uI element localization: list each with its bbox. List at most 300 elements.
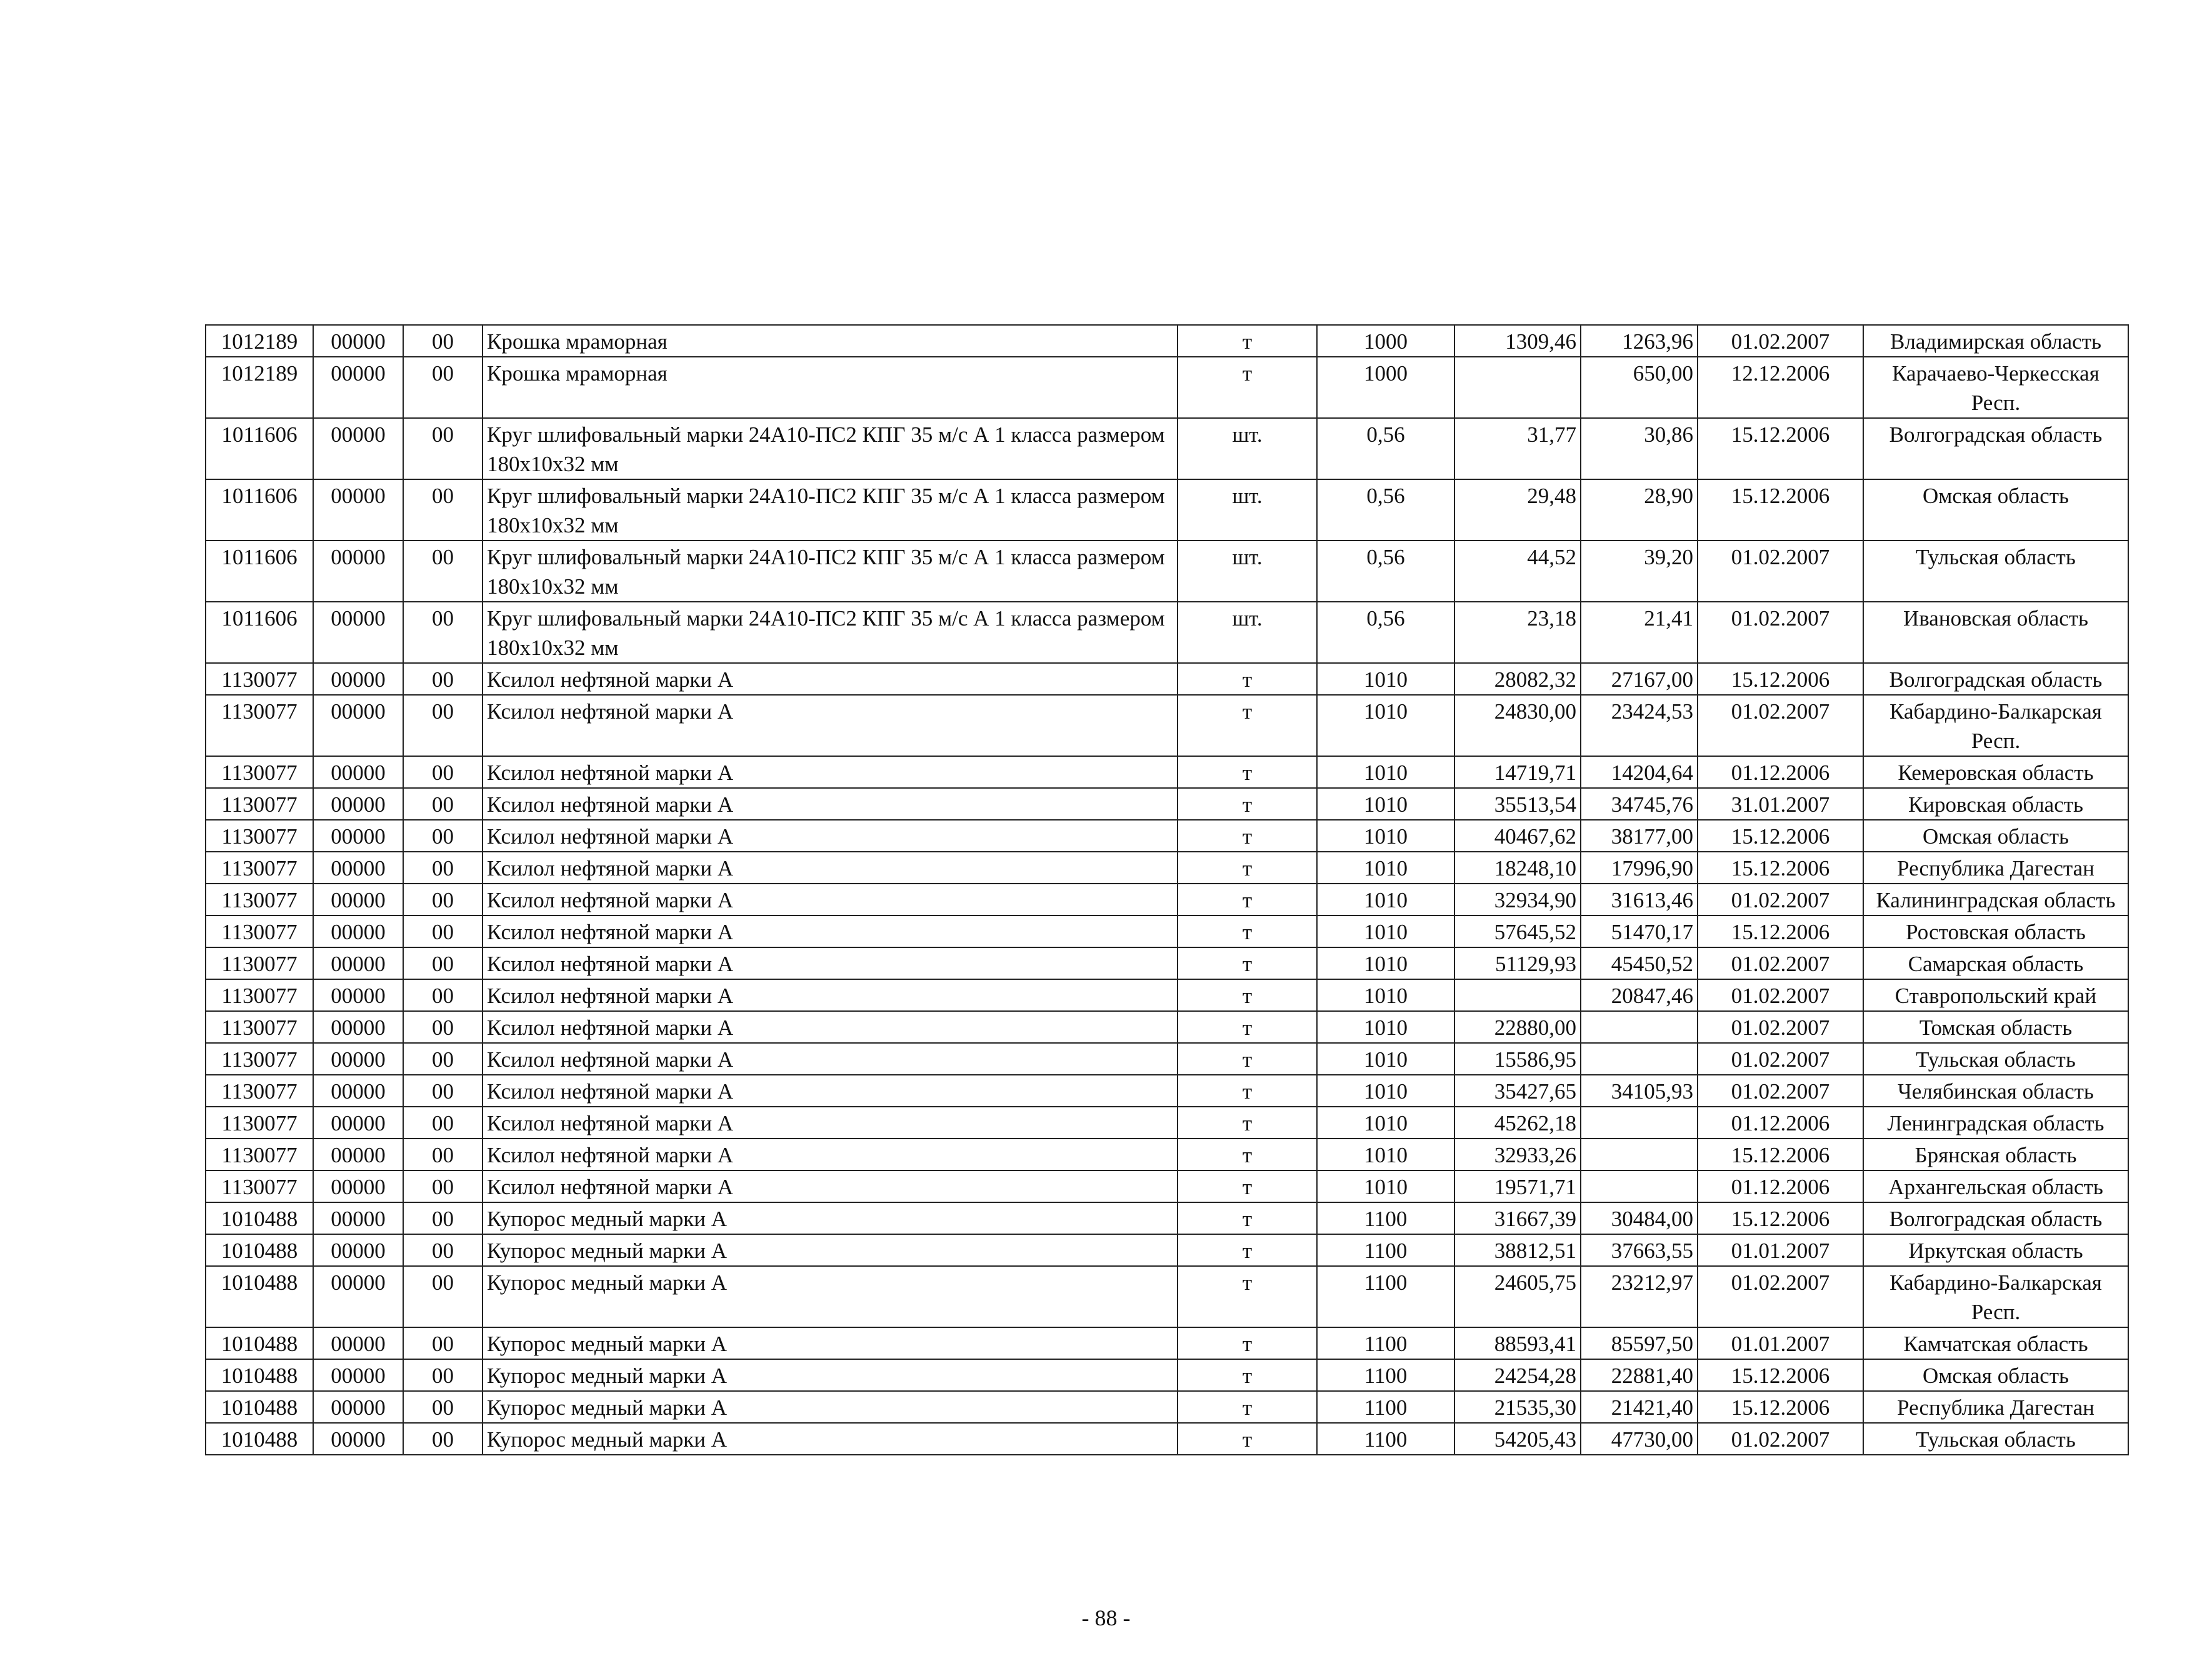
date-cell: 15.12.2006 bbox=[1698, 915, 1863, 947]
coefficient-cell: 0,56 bbox=[1317, 541, 1454, 602]
product-code-cell: 1010488 bbox=[206, 1359, 313, 1391]
unit-cell: т bbox=[1178, 788, 1317, 820]
product-name-cell: Круг шлифовальный марки 24А10-ПС2 КПГ 35 м/с А 1 класса размером 180х10х32 мм bbox=[483, 418, 1178, 479]
price-1-cell: 51129,93 bbox=[1454, 947, 1581, 979]
price-1-cell: 24830,00 bbox=[1454, 695, 1581, 756]
coefficient-cell: 1010 bbox=[1317, 852, 1454, 884]
price-2-cell bbox=[1581, 1139, 1698, 1170]
price-1-cell: 35513,54 bbox=[1454, 788, 1581, 820]
sub-code-cell: 00000 bbox=[313, 979, 403, 1011]
table-row bbox=[206, 1202, 2128, 1234]
sub-code-cell: 00000 bbox=[313, 418, 403, 479]
region-cell: Иркутская область bbox=[1863, 1234, 2128, 1266]
product-name-cell: Ксилол нефтяной марки А bbox=[483, 695, 1178, 756]
suffix-code-cell: 00 bbox=[403, 1391, 483, 1423]
price-2-cell: 85597,50 bbox=[1581, 1327, 1698, 1359]
product-name-cell: Ксилол нефтяной марки А bbox=[483, 947, 1178, 979]
product-code-cell: 1011606 bbox=[206, 418, 313, 479]
unit-cell: т bbox=[1178, 1359, 1317, 1391]
product-name-cell: Ксилол нефтяной марки А bbox=[483, 1170, 1178, 1202]
coefficient-cell: 1010 bbox=[1317, 1107, 1454, 1139]
suffix-code-cell: 00 bbox=[403, 479, 483, 541]
sub-code-cell: 00000 bbox=[313, 1234, 403, 1266]
price-1-cell: 31,77 bbox=[1454, 418, 1581, 479]
sub-code-cell: 00000 bbox=[313, 541, 403, 602]
product-name-cell: Купорос медный марки А bbox=[483, 1391, 1178, 1423]
unit-cell: т bbox=[1178, 1139, 1317, 1170]
coefficient-cell: 1000 bbox=[1317, 325, 1454, 357]
product-code-cell: 1010488 bbox=[206, 1391, 313, 1423]
table-row bbox=[206, 1423, 2128, 1455]
product-code-cell: 1130077 bbox=[206, 756, 313, 788]
sub-code-cell: 00000 bbox=[313, 602, 403, 663]
date-cell: 01.02.2007 bbox=[1698, 979, 1863, 1011]
product-code-cell: 1130077 bbox=[206, 852, 313, 884]
date-cell: 01.02.2007 bbox=[1698, 1075, 1863, 1107]
price-1-cell: 21535,30 bbox=[1454, 1391, 1581, 1423]
sub-code-cell: 00000 bbox=[313, 884, 403, 915]
table-row bbox=[206, 852, 2128, 884]
table-body bbox=[206, 325, 2128, 1455]
sub-code-cell: 00000 bbox=[313, 1139, 403, 1170]
sub-code-cell: 00000 bbox=[313, 852, 403, 884]
region-cell: Брянская область bbox=[1863, 1139, 2128, 1170]
coefficient-cell: 1010 bbox=[1317, 663, 1454, 695]
price-2-cell: 1263,96 bbox=[1581, 325, 1698, 357]
date-cell: 15.12.2006 bbox=[1698, 1359, 1863, 1391]
unit-cell: т bbox=[1178, 852, 1317, 884]
suffix-code-cell: 00 bbox=[403, 1359, 483, 1391]
product-code-cell: 1130077 bbox=[206, 788, 313, 820]
product-name-cell: Ксилол нефтяной марки А bbox=[483, 979, 1178, 1011]
region-cell: Волгоградская область bbox=[1863, 1202, 2128, 1234]
price-table bbox=[205, 324, 2129, 1455]
price-1-cell: 23,18 bbox=[1454, 602, 1581, 663]
suffix-code-cell: 00 bbox=[403, 1170, 483, 1202]
date-cell: 01.12.2006 bbox=[1698, 756, 1863, 788]
price-2-cell: 21,41 bbox=[1581, 602, 1698, 663]
region-cell: Камчатская область bbox=[1863, 1327, 2128, 1359]
price-1-cell bbox=[1454, 979, 1581, 1011]
region-cell: Томская область bbox=[1863, 1011, 2128, 1043]
date-cell: 01.02.2007 bbox=[1698, 695, 1863, 756]
region-cell: Омская область bbox=[1863, 1359, 2128, 1391]
date-cell: 01.02.2007 bbox=[1698, 325, 1863, 357]
product-code-cell: 1130077 bbox=[206, 1107, 313, 1139]
unit-cell: т bbox=[1178, 1011, 1317, 1043]
product-code-cell: 1130077 bbox=[206, 915, 313, 947]
price-2-cell: 22881,40 bbox=[1581, 1359, 1698, 1391]
product-name-cell: Ксилол нефтяной марки А bbox=[483, 1139, 1178, 1170]
product-name-cell: Круг шлифовальный марки 24А10-ПС2 КПГ 35 м/с А 1 класса размером 180х10х32 мм bbox=[483, 479, 1178, 541]
sub-code-cell: 00000 bbox=[313, 820, 403, 852]
product-code-cell: 1130077 bbox=[206, 1139, 313, 1170]
region-cell: Ивановская область bbox=[1863, 602, 2128, 663]
sub-code-cell: 00000 bbox=[313, 1107, 403, 1139]
product-name-cell: Круг шлифовальный марки 24А10-ПС2 КПГ 35 м/с А 1 класса размером 180х10х32 мм bbox=[483, 602, 1178, 663]
sub-code-cell: 00000 bbox=[313, 325, 403, 357]
price-1-cell: 45262,18 bbox=[1454, 1107, 1581, 1139]
unit-cell: т bbox=[1178, 979, 1317, 1011]
unit-cell: т bbox=[1178, 915, 1317, 947]
date-cell: 01.02.2007 bbox=[1698, 1423, 1863, 1455]
table-row bbox=[206, 979, 2128, 1011]
table-row bbox=[206, 602, 2128, 663]
unit-cell: т bbox=[1178, 695, 1317, 756]
price-1-cell: 18248,10 bbox=[1454, 852, 1581, 884]
product-code-cell: 1011606 bbox=[206, 541, 313, 602]
sub-code-cell: 00000 bbox=[313, 1423, 403, 1455]
price-1-cell: 32934,90 bbox=[1454, 884, 1581, 915]
table-row bbox=[206, 756, 2128, 788]
suffix-code-cell: 00 bbox=[403, 1139, 483, 1170]
coefficient-cell: 0,56 bbox=[1317, 602, 1454, 663]
sub-code-cell: 00000 bbox=[313, 1170, 403, 1202]
product-code-cell: 1130077 bbox=[206, 663, 313, 695]
product-name-cell: Ксилол нефтяной марки А bbox=[483, 788, 1178, 820]
price-2-cell: 51470,17 bbox=[1581, 915, 1698, 947]
product-code-cell: 1130077 bbox=[206, 1075, 313, 1107]
date-cell: 01.02.2007 bbox=[1698, 1011, 1863, 1043]
product-name-cell: Ксилол нефтяной марки А bbox=[483, 663, 1178, 695]
sub-code-cell: 00000 bbox=[313, 1359, 403, 1391]
product-name-cell: Ксилол нефтяной марки А bbox=[483, 1043, 1178, 1075]
product-name-cell: Ксилол нефтяной марки А bbox=[483, 820, 1178, 852]
table-row bbox=[206, 1266, 2128, 1327]
coefficient-cell: 1010 bbox=[1317, 1011, 1454, 1043]
price-2-cell: 47730,00 bbox=[1581, 1423, 1698, 1455]
price-1-cell: 28082,32 bbox=[1454, 663, 1581, 695]
date-cell: 01.02.2007 bbox=[1698, 884, 1863, 915]
coefficient-cell: 1100 bbox=[1317, 1266, 1454, 1327]
sub-code-cell: 00000 bbox=[313, 756, 403, 788]
coefficient-cell: 1010 bbox=[1317, 1075, 1454, 1107]
table-row bbox=[206, 915, 2128, 947]
price-2-cell: 17996,90 bbox=[1581, 852, 1698, 884]
product-code-cell: 1012189 bbox=[206, 357, 313, 418]
table-row bbox=[206, 1139, 2128, 1170]
coefficient-cell: 1010 bbox=[1317, 756, 1454, 788]
price-2-cell: 34745,76 bbox=[1581, 788, 1698, 820]
price-2-cell: 28,90 bbox=[1581, 479, 1698, 541]
price-1-cell: 24254,28 bbox=[1454, 1359, 1581, 1391]
product-name-cell: Ксилол нефтяной марки А bbox=[483, 1075, 1178, 1107]
table-row bbox=[206, 1391, 2128, 1423]
suffix-code-cell: 00 bbox=[403, 1011, 483, 1043]
price-2-cell: 14204,64 bbox=[1581, 756, 1698, 788]
sub-code-cell: 00000 bbox=[313, 788, 403, 820]
unit-cell: т bbox=[1178, 756, 1317, 788]
suffix-code-cell: 00 bbox=[403, 541, 483, 602]
region-cell: Тульская область bbox=[1863, 541, 2128, 602]
region-cell: Кировская область bbox=[1863, 788, 2128, 820]
price-2-cell bbox=[1581, 1043, 1698, 1075]
suffix-code-cell: 00 bbox=[403, 884, 483, 915]
product-name-cell: Купорос медный марки А bbox=[483, 1202, 1178, 1234]
suffix-code-cell: 00 bbox=[403, 820, 483, 852]
date-cell: 12.12.2006 bbox=[1698, 357, 1863, 418]
price-2-cell bbox=[1581, 1107, 1698, 1139]
suffix-code-cell: 00 bbox=[403, 1107, 483, 1139]
suffix-code-cell: 00 bbox=[403, 1423, 483, 1455]
date-cell: 01.02.2007 bbox=[1698, 1266, 1863, 1327]
unit-cell: шт. bbox=[1178, 418, 1317, 479]
unit-cell: шт. bbox=[1178, 479, 1317, 541]
product-code-cell: 1010488 bbox=[206, 1327, 313, 1359]
price-2-cell: 23424,53 bbox=[1581, 695, 1698, 756]
sub-code-cell: 00000 bbox=[313, 1202, 403, 1234]
product-name-cell: Ксилол нефтяной марки А bbox=[483, 1011, 1178, 1043]
sub-code-cell: 00000 bbox=[313, 663, 403, 695]
date-cell: 15.12.2006 bbox=[1698, 418, 1863, 479]
price-1-cell: 19571,71 bbox=[1454, 1170, 1581, 1202]
region-cell: Владимирская область bbox=[1863, 325, 2128, 357]
suffix-code-cell: 00 bbox=[403, 695, 483, 756]
date-cell: 01.12.2006 bbox=[1698, 1170, 1863, 1202]
region-cell: Тульская область bbox=[1863, 1423, 2128, 1455]
region-cell: Калининградская область bbox=[1863, 884, 2128, 915]
table-row bbox=[206, 1170, 2128, 1202]
product-name-cell: Ксилол нефтяной марки А bbox=[483, 1107, 1178, 1139]
product-code-cell: 1012189 bbox=[206, 325, 313, 357]
table-row bbox=[206, 820, 2128, 852]
sub-code-cell: 00000 bbox=[313, 1043, 403, 1075]
suffix-code-cell: 00 bbox=[403, 756, 483, 788]
product-name-cell: Крошка мраморная bbox=[483, 325, 1178, 357]
unit-cell: т bbox=[1178, 1075, 1317, 1107]
price-1-cell: 54205,43 bbox=[1454, 1423, 1581, 1455]
price-1-cell: 57645,52 bbox=[1454, 915, 1581, 947]
sub-code-cell: 00000 bbox=[313, 1266, 403, 1327]
price-1-cell: 1309,46 bbox=[1454, 325, 1581, 357]
table-row bbox=[206, 1107, 2128, 1139]
region-cell: Волгоградская область bbox=[1863, 663, 2128, 695]
suffix-code-cell: 00 bbox=[403, 357, 483, 418]
unit-cell: т bbox=[1178, 1327, 1317, 1359]
date-cell: 01.01.2007 bbox=[1698, 1327, 1863, 1359]
suffix-code-cell: 00 bbox=[403, 1202, 483, 1234]
suffix-code-cell: 00 bbox=[403, 1075, 483, 1107]
coefficient-cell: 1010 bbox=[1317, 1170, 1454, 1202]
product-code-cell: 1130077 bbox=[206, 1043, 313, 1075]
sub-code-cell: 00000 bbox=[313, 357, 403, 418]
price-2-cell: 20847,46 bbox=[1581, 979, 1698, 1011]
coefficient-cell: 1010 bbox=[1317, 788, 1454, 820]
coefficient-cell: 1100 bbox=[1317, 1234, 1454, 1266]
price-2-cell: 650,00 bbox=[1581, 357, 1698, 418]
sub-code-cell: 00000 bbox=[313, 1391, 403, 1423]
coefficient-cell: 1010 bbox=[1317, 884, 1454, 915]
table-row bbox=[206, 479, 2128, 541]
price-2-cell: 38177,00 bbox=[1581, 820, 1698, 852]
unit-cell: т bbox=[1178, 1107, 1317, 1139]
product-name-cell: Ксилол нефтяной марки А bbox=[483, 852, 1178, 884]
region-cell: Кемеровская область bbox=[1863, 756, 2128, 788]
date-cell: 31.01.2007 bbox=[1698, 788, 1863, 820]
price-1-cell: 88593,41 bbox=[1454, 1327, 1581, 1359]
price-2-cell: 27167,00 bbox=[1581, 663, 1698, 695]
price-1-cell: 35427,65 bbox=[1454, 1075, 1581, 1107]
date-cell: 01.02.2007 bbox=[1698, 1043, 1863, 1075]
suffix-code-cell: 00 bbox=[403, 1234, 483, 1266]
sub-code-cell: 00000 bbox=[313, 695, 403, 756]
region-cell: Карачаево-Черкесская Респ. bbox=[1863, 357, 2128, 418]
sub-code-cell: 00000 bbox=[313, 1075, 403, 1107]
unit-cell: т bbox=[1178, 1423, 1317, 1455]
table-row bbox=[206, 788, 2128, 820]
region-cell: Самарская область bbox=[1863, 947, 2128, 979]
price-1-cell: 14719,71 bbox=[1454, 756, 1581, 788]
product-code-cell: 1130077 bbox=[206, 979, 313, 1011]
price-2-cell: 45450,52 bbox=[1581, 947, 1698, 979]
date-cell: 15.12.2006 bbox=[1698, 1202, 1863, 1234]
coefficient-cell: 1010 bbox=[1317, 695, 1454, 756]
date-cell: 15.12.2006 bbox=[1698, 1391, 1863, 1423]
suffix-code-cell: 00 bbox=[403, 979, 483, 1011]
table-row bbox=[206, 325, 2128, 357]
sub-code-cell: 00000 bbox=[313, 479, 403, 541]
unit-cell: т bbox=[1178, 884, 1317, 915]
product-code-cell: 1010488 bbox=[206, 1423, 313, 1455]
price-1-cell bbox=[1454, 357, 1581, 418]
unit-cell: т bbox=[1178, 325, 1317, 357]
region-cell: Челябинская область bbox=[1863, 1075, 2128, 1107]
coefficient-cell: 1100 bbox=[1317, 1202, 1454, 1234]
price-2-cell: 21421,40 bbox=[1581, 1391, 1698, 1423]
product-name-cell: Ксилол нефтяной марки А bbox=[483, 884, 1178, 915]
coefficient-cell: 1010 bbox=[1317, 1043, 1454, 1075]
region-cell: Ростовская область bbox=[1863, 915, 2128, 947]
suffix-code-cell: 00 bbox=[403, 1327, 483, 1359]
price-2-cell: 23212,97 bbox=[1581, 1266, 1698, 1327]
unit-cell: т bbox=[1178, 820, 1317, 852]
unit-cell: т bbox=[1178, 947, 1317, 979]
region-cell: Омская область bbox=[1863, 820, 2128, 852]
coefficient-cell: 1010 bbox=[1317, 1139, 1454, 1170]
sub-code-cell: 00000 bbox=[313, 1011, 403, 1043]
region-cell: Республика Дагестан bbox=[1863, 1391, 2128, 1423]
sub-code-cell: 00000 bbox=[313, 1327, 403, 1359]
table-row bbox=[206, 1011, 2128, 1043]
table-row bbox=[206, 663, 2128, 695]
coefficient-cell: 1010 bbox=[1317, 820, 1454, 852]
price-1-cell: 22880,00 bbox=[1454, 1011, 1581, 1043]
price-1-cell: 15586,95 bbox=[1454, 1043, 1581, 1075]
price-1-cell: 40467,62 bbox=[1454, 820, 1581, 852]
unit-cell: т bbox=[1178, 1391, 1317, 1423]
suffix-code-cell: 00 bbox=[403, 1043, 483, 1075]
product-code-cell: 1130077 bbox=[206, 947, 313, 979]
product-code-cell: 1130077 bbox=[206, 820, 313, 852]
price-1-cell: 32933,26 bbox=[1454, 1139, 1581, 1170]
price-2-cell: 39,20 bbox=[1581, 541, 1698, 602]
product-code-cell: 1130077 bbox=[206, 1011, 313, 1043]
date-cell: 01.12.2006 bbox=[1698, 1107, 1863, 1139]
unit-cell: т bbox=[1178, 1202, 1317, 1234]
suffix-code-cell: 00 bbox=[403, 915, 483, 947]
price-2-cell: 31613,46 bbox=[1581, 884, 1698, 915]
unit-cell: т bbox=[1178, 1266, 1317, 1327]
region-cell: Омская область bbox=[1863, 479, 2128, 541]
product-name-cell: Купорос медный марки А bbox=[483, 1423, 1178, 1455]
date-cell: 01.01.2007 bbox=[1698, 1234, 1863, 1266]
unit-cell: т bbox=[1178, 1170, 1317, 1202]
product-code-cell: 1010488 bbox=[206, 1202, 313, 1234]
region-cell: Ленинградская область bbox=[1863, 1107, 2128, 1139]
product-code-cell: 1010488 bbox=[206, 1266, 313, 1327]
table-row bbox=[206, 884, 2128, 915]
region-cell: Волгоградская область bbox=[1863, 418, 2128, 479]
price-1-cell: 29,48 bbox=[1454, 479, 1581, 541]
region-cell: Ставропольский край bbox=[1863, 979, 2128, 1011]
product-name-cell: Крошка мраморная bbox=[483, 357, 1178, 418]
product-code-cell: 1130077 bbox=[206, 695, 313, 756]
region-cell: Республика Дагестан bbox=[1863, 852, 2128, 884]
region-cell: Кабардино-Балкарская Респ. bbox=[1863, 1266, 2128, 1327]
date-cell: 01.02.2007 bbox=[1698, 602, 1863, 663]
unit-cell: шт. bbox=[1178, 602, 1317, 663]
coefficient-cell: 1000 bbox=[1317, 357, 1454, 418]
suffix-code-cell: 00 bbox=[403, 325, 483, 357]
product-name-cell: Купорос медный марки А bbox=[483, 1359, 1178, 1391]
coefficient-cell: 0,56 bbox=[1317, 418, 1454, 479]
date-cell: 15.12.2006 bbox=[1698, 852, 1863, 884]
table-row bbox=[206, 1359, 2128, 1391]
unit-cell: т bbox=[1178, 663, 1317, 695]
unit-cell: т bbox=[1178, 1043, 1317, 1075]
date-cell: 01.02.2007 bbox=[1698, 541, 1863, 602]
table-row bbox=[206, 947, 2128, 979]
unit-cell: т bbox=[1178, 1234, 1317, 1266]
price-1-cell: 44,52 bbox=[1454, 541, 1581, 602]
table-row bbox=[206, 1075, 2128, 1107]
sub-code-cell: 00000 bbox=[313, 947, 403, 979]
product-name-cell: Ксилол нефтяной марки А bbox=[483, 915, 1178, 947]
coefficient-cell: 1010 bbox=[1317, 979, 1454, 1011]
suffix-code-cell: 00 bbox=[403, 947, 483, 979]
region-cell: Архангельская область bbox=[1863, 1170, 2128, 1202]
table-row bbox=[206, 418, 2128, 479]
page-number: - 88 - bbox=[1081, 1605, 1131, 1630]
coefficient-cell: 1010 bbox=[1317, 915, 1454, 947]
price-2-cell bbox=[1581, 1011, 1698, 1043]
price-2-cell: 30,86 bbox=[1581, 418, 1698, 479]
coefficient-cell: 1100 bbox=[1317, 1327, 1454, 1359]
price-1-cell: 31667,39 bbox=[1454, 1202, 1581, 1234]
coefficient-cell: 0,56 bbox=[1317, 479, 1454, 541]
date-cell: 15.12.2006 bbox=[1698, 479, 1863, 541]
suffix-code-cell: 00 bbox=[403, 418, 483, 479]
suffix-code-cell: 00 bbox=[403, 663, 483, 695]
table-row bbox=[206, 357, 2128, 418]
price-1-cell: 24605,75 bbox=[1454, 1266, 1581, 1327]
coefficient-cell: 1100 bbox=[1317, 1391, 1454, 1423]
price-2-cell: 37663,55 bbox=[1581, 1234, 1698, 1266]
product-name-cell: Круг шлифовальный марки 24А10-ПС2 КПГ 35 м/с А 1 класса размером 180х10х32 мм bbox=[483, 541, 1178, 602]
date-cell: 15.12.2006 bbox=[1698, 1139, 1863, 1170]
sub-code-cell: 00000 bbox=[313, 915, 403, 947]
product-name-cell: Купорос медный марки А bbox=[483, 1327, 1178, 1359]
price-2-cell: 34105,93 bbox=[1581, 1075, 1698, 1107]
region-cell: Кабардино-Балкарская Респ. bbox=[1863, 695, 2128, 756]
product-code-cell: 1011606 bbox=[206, 479, 313, 541]
region-cell: Тульская область bbox=[1863, 1043, 2128, 1075]
suffix-code-cell: 00 bbox=[403, 602, 483, 663]
product-code-cell: 1010488 bbox=[206, 1234, 313, 1266]
suffix-code-cell: 00 bbox=[403, 788, 483, 820]
date-cell: 15.12.2006 bbox=[1698, 663, 1863, 695]
suffix-code-cell: 00 bbox=[403, 852, 483, 884]
